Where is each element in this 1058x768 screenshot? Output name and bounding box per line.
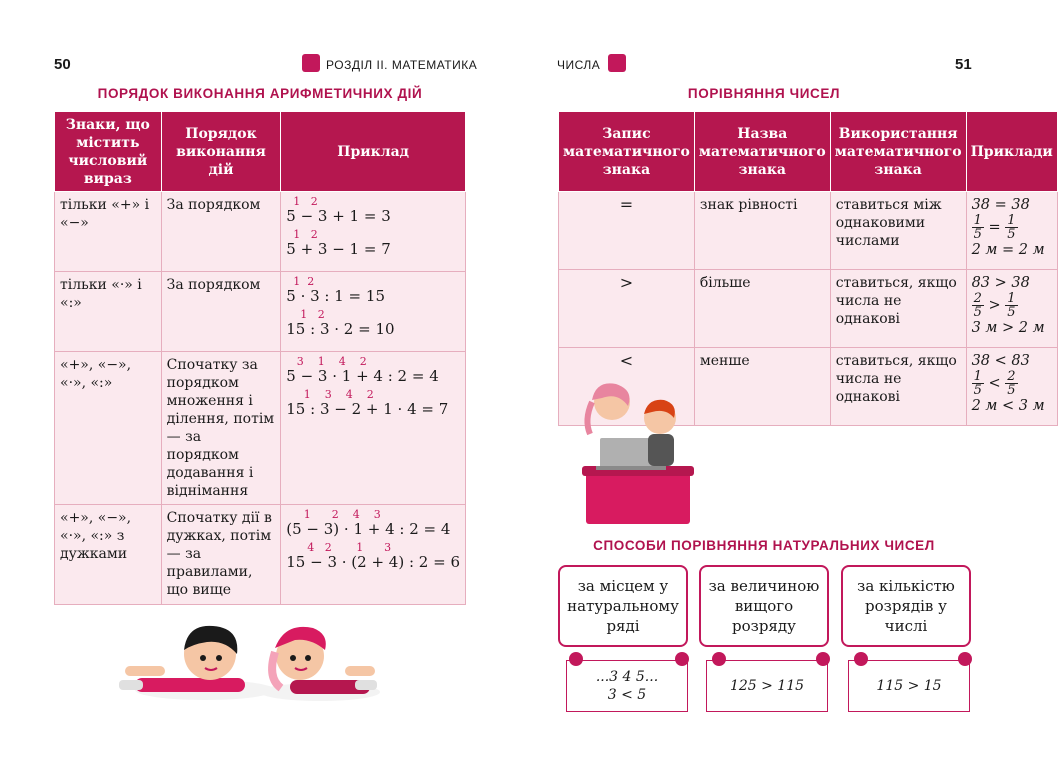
name-cell: менше <box>694 348 830 426</box>
fraction <box>972 292 984 319</box>
usage-cell: ставиться, якщо числа не однакові <box>830 270 966 348</box>
pushpin-icon <box>958 652 972 666</box>
compare-table <box>558 111 1058 426</box>
compare-header-sign: Запис математичного знака <box>559 112 695 192</box>
fraction-numerator: 1 <box>973 213 982 228</box>
signs-cell: «+», «−», «·», «:» <box>55 352 162 505</box>
operation-order-marks: 1 3 4 2 <box>286 388 374 401</box>
sign-cell: > <box>559 270 695 348</box>
operation-order-marks: 1 2 <box>286 275 315 288</box>
right-running-title: ЧИСЛА <box>557 58 601 72</box>
example-cell <box>281 505 466 605</box>
examples-cell <box>966 192 1057 270</box>
order-cell: Спочатку дії в дужках, потім — за правилами, що вище <box>161 505 281 605</box>
measure-comparison: 2 м = 2 м <box>971 242 1045 258</box>
order-row <box>55 272 466 352</box>
fraction-denominator: 5 <box>973 383 982 398</box>
methods-section-title: СПОСОБИ ПОРІВНЯННЯ НАТУРАЛЬНИХ ЧИСЕЛ <box>593 538 935 553</box>
operation-order-marks: 1 2 <box>286 308 325 321</box>
pushpin-icon <box>816 652 830 666</box>
left-page-number: 50 <box>54 56 71 73</box>
fraction <box>972 370 984 397</box>
order-cell: Спочатку за порядком множення і ділення, потім — за порядком додавання і віднімання <box>161 352 281 505</box>
fraction <box>972 214 984 241</box>
example-note-place <box>566 660 688 712</box>
fraction-numerator: 2 <box>1007 369 1016 384</box>
fraction <box>1005 370 1017 397</box>
fraction-comparison <box>972 370 1052 397</box>
method-box-highest-digit <box>699 565 829 647</box>
example-cell <box>281 272 466 352</box>
left-running-title: РОЗДІЛ ІІ. МАТЕМАТИКА <box>326 58 478 72</box>
example-note-digit-count <box>848 660 970 712</box>
order-cell: За порядком <box>161 192 281 272</box>
fraction-denominator: 5 <box>1007 227 1016 242</box>
name-cell: знак рівності <box>694 192 830 270</box>
example-expression: (5 − 3) · 1 + 4 : 2 = 4 <box>286 520 451 538</box>
compare-row <box>559 192 1058 270</box>
example-cell <box>281 192 466 272</box>
operation-order-marks: 1 2 <box>286 195 318 208</box>
order-cell: За порядком <box>161 272 281 352</box>
operation-order-marks: 1 2 4 3 <box>286 508 381 521</box>
boy-figure <box>644 400 676 466</box>
pushpin-icon <box>712 652 726 666</box>
order-row <box>55 352 466 505</box>
example-expression: 5 − 3 · 1 + 4 : 2 = 4 <box>286 367 439 385</box>
fraction <box>1005 292 1017 319</box>
example-expression: 5 − 3 + 1 = 3 <box>286 207 391 225</box>
girl-head <box>587 383 630 434</box>
girl-figure <box>260 627 380 701</box>
signs-cell: «+», «−», «·», «:» з дужками <box>55 505 162 605</box>
fraction-denominator: 5 <box>1007 305 1016 320</box>
sign-cell: = <box>559 192 695 270</box>
order-section-title: ПОРЯДОК ВИКОНАННЯ АРИФМЕТИЧНИХ ДІЙ <box>97 86 423 101</box>
operation-order-marks: 4 2 1 3 <box>286 541 392 554</box>
right-page-number: 51 <box>955 56 972 73</box>
pushpin-icon <box>675 652 689 666</box>
example-note-highest-digit <box>706 660 828 712</box>
usage-cell: ставиться між однаковими числами <box>830 192 966 270</box>
example-cell <box>281 352 466 505</box>
compare-header-examples: Приклади <box>966 112 1057 192</box>
children-lying-illustration <box>115 618 385 708</box>
fraction-relation: > <box>988 297 1001 314</box>
method-label: за місцем у натуральному ряді <box>567 577 679 635</box>
compare-header-name: Назва математичного знака <box>694 112 830 192</box>
order-table <box>54 111 466 605</box>
number-comparison: 38 = 38 <box>971 197 1030 213</box>
note-line: 115 > 15 <box>876 678 942 694</box>
method-label: за кількістю розрядів у числі <box>857 577 955 635</box>
compare-section-title: ПОРІВНЯННЯ ЧИСЕЛ <box>687 86 841 101</box>
examples-cell <box>966 348 1057 426</box>
fraction-comparison <box>972 214 1052 241</box>
fraction-numerator: 1 <box>1007 213 1016 228</box>
desk <box>582 466 694 524</box>
fraction-numerator: 2 <box>973 291 982 306</box>
method-box-digit-count <box>841 565 971 647</box>
pushpin-icon <box>569 652 583 666</box>
example-expression: 15 : 3 − 2 + 1 · 4 = 7 <box>286 400 449 418</box>
example-expression: 5 + 3 − 1 = 7 <box>286 240 391 258</box>
signs-cell: тільки «+» і «−» <box>55 192 162 272</box>
order-header-order: Порядок виконання дій <box>161 112 281 192</box>
fraction-numerator: 1 <box>1007 291 1016 306</box>
children-at-computer-illustration <box>578 380 698 530</box>
measure-comparison: 3 м > 2 м <box>971 320 1045 336</box>
usage-cell: ставиться, якщо числа не однакові <box>830 348 966 426</box>
measure-comparison: 2 м < 3 м <box>971 398 1045 414</box>
fraction-relation: < <box>988 375 1001 392</box>
number-comparison: 38 < 83 <box>971 353 1030 369</box>
order-row <box>55 192 466 272</box>
operation-order-marks: 1 2 <box>286 228 318 241</box>
example-expression: 15 − 3 · (2 + 4) : 2 = 6 <box>286 553 460 571</box>
sign-cell: < <box>559 348 695 426</box>
fraction-comparison <box>972 292 1052 319</box>
order-row <box>55 505 466 605</box>
header-square-right <box>608 54 626 72</box>
order-header-example: Приклад <box>281 112 466 192</box>
operation-order-marks: 3 1 4 2 <box>286 355 367 368</box>
note-line: 125 > 115 <box>729 678 805 694</box>
header-square-left <box>302 54 320 72</box>
fraction <box>1005 214 1017 241</box>
method-box-place <box>558 565 688 647</box>
fraction-relation: = <box>988 219 1001 236</box>
examples-cell <box>966 270 1057 348</box>
compare-row <box>559 270 1058 348</box>
example-expression: 15 : 3 · 2 = 10 <box>286 320 395 338</box>
number-comparison: 83 > 38 <box>971 275 1030 291</box>
note-line: 3 < 5 <box>607 687 647 703</box>
note-line: ...3 4 5... <box>595 669 659 685</box>
example-expression: 5 · 3 : 1 = 15 <box>286 287 385 305</box>
fraction-denominator: 5 <box>973 227 982 242</box>
pushpin-icon <box>854 652 868 666</box>
method-label: за величиною вищого розряду <box>708 577 820 635</box>
boy-figure <box>119 626 275 700</box>
name-cell: більше <box>694 270 830 348</box>
compare-header-usage: Використання математичного знака <box>830 112 966 192</box>
fraction-numerator: 1 <box>973 369 982 384</box>
fraction-denominator: 5 <box>973 305 982 320</box>
fraction-denominator: 5 <box>1007 383 1016 398</box>
order-header-signs: Знаки, що містить числовий вираз <box>55 112 162 192</box>
signs-cell: тільки «·» і «:» <box>55 272 162 352</box>
